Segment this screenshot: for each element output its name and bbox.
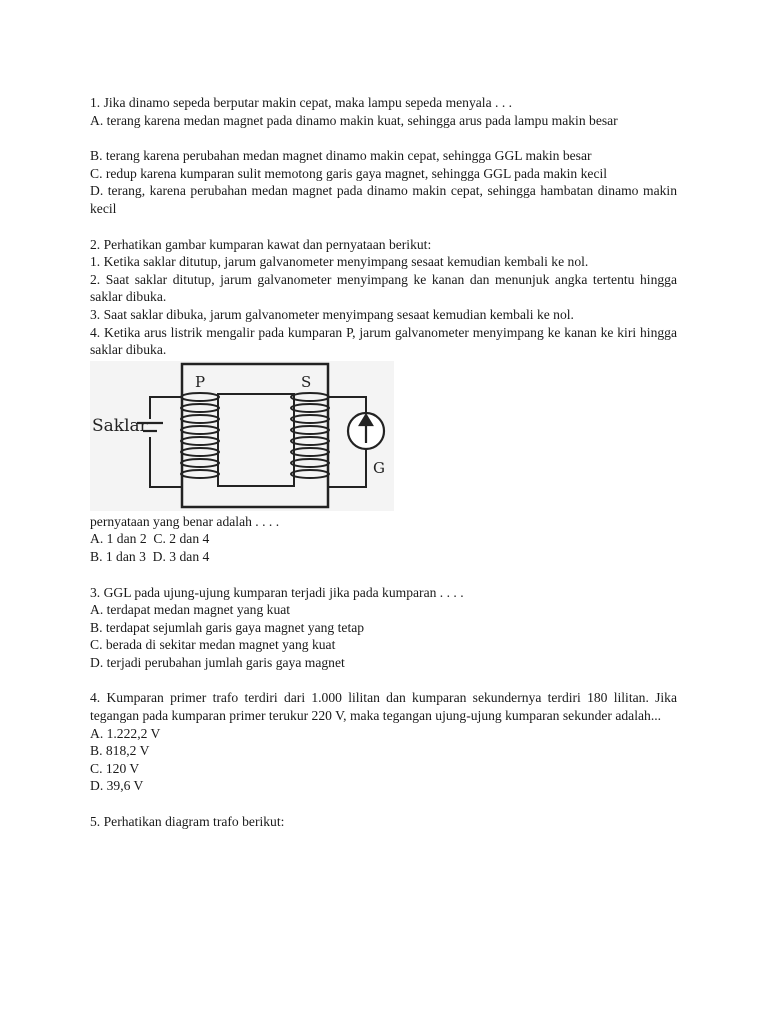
question-1-stem: 1. Jika dinamo sepeda berputar makin cepat, maka lampu sepeda menyala . . . <box>90 95 513 110</box>
question-5-stem: 5. Perhatikan diagram trafo berikut: <box>90 814 285 830</box>
primary-coil <box>181 393 219 478</box>
question-2-statement-1: 1. Ketika saklar ditutup, jarum galvanometer menyimpang sesaat kemudian kembali ke nol. <box>90 254 589 270</box>
question-2-statement-2: 2. Saat saklar ditutup, jarum galvanometer menyimpang ke kanan dan menunjuk angka tertentu hingga saklar dibuka. <box>90 271 677 305</box>
coil-circuit-figure <box>90 361 394 511</box>
question-4-option-c: C. 120 V <box>90 760 140 776</box>
question-2-statement-4: 4. Ketika arus listrik mengalir pada kumparan P, jarum galvanometer menyimpang ke kanan ke kiri hingga saklar dibuka. <box>90 324 677 358</box>
question-4-option-a: A. 1.222,2 V <box>90 725 161 741</box>
question-3-option-c: C. berada di sekitar medan magnet yang kuat <box>90 637 336 653</box>
spacer <box>90 795 677 813</box>
question-1-option-b: B. terang karena perubahan medan magnet dinamo makin cepat, sehingga GGL makin besar <box>90 148 592 164</box>
spacer <box>90 566 677 584</box>
spacer <box>90 671 677 689</box>
question-3-stem: 3. GGL pada ujung-ujung kumparan terjadi jika pada kumparan . . . . <box>90 584 464 600</box>
label-p: P <box>195 372 206 391</box>
question-4-stem: 4. Kumparan primer trafo terdiri dari 1.000 lilitan dan kumparan sekundernya terdiri 180 lilitan. Jika tegangan pada kumparan primer terukur 220 V, maka tegangan ujung-ujung kumparan sekunder adalah... <box>90 690 677 724</box>
question-2-statement-3: 3. Saat saklar dibuka, jarum galvanometer menyimpang sesaat kemudian kembali ke nol. <box>90 306 574 322</box>
question-2-stem: 2. Perhatikan gambar kumparan kawat dan pernyataan berikut: <box>90 236 432 252</box>
question-2-options-row-1: A. 1 dan 2 C. 2 dan 4 <box>90 531 210 547</box>
spacer <box>90 129 677 147</box>
spacer <box>90 218 677 236</box>
question-4-option-b: B. 818,2 V <box>90 743 150 759</box>
question-2-prompt: pernyataan yang benar adalah . . . . <box>90 513 280 529</box>
question-2-options-row-2: B. 1 dan 3 D. 3 dan 4 <box>90 548 210 564</box>
question-1-option-a: A. terang karena medan magnet pada dinamo makin kuat, sehingga arus pada lampu makin besar <box>90 112 618 128</box>
label-saklar: Saklar <box>92 415 148 436</box>
secondary-coil <box>291 393 329 478</box>
question-4-option-d: D. 39,6 V <box>90 778 144 794</box>
iron-core-inner <box>218 394 294 486</box>
question-3-option-b: B. terdapat sejumlah garis gaya magnet yang tetap <box>90 619 365 635</box>
label-s: S <box>301 372 312 391</box>
document-content <box>90 94 677 831</box>
question-1-option-c: C. redup karena kumparan sulit memotong garis gaya magnet, sehingga GGL pada makin kecil <box>90 165 608 181</box>
primary-wire <box>150 397 181 487</box>
question-3-option-a: A. terdapat medan magnet yang kuat <box>90 602 291 618</box>
question-1-option-d: D. terang, karena perubahan medan magnet pada dinamo makin cepat, sehingga hambatan dinamo makin kecil <box>90 183 677 216</box>
coil-circuit-diagram <box>90 361 394 511</box>
question-3-option-d: D. terjadi perubahan jumlah garis gaya magnet <box>90 654 345 670</box>
label-g: G <box>373 458 385 477</box>
